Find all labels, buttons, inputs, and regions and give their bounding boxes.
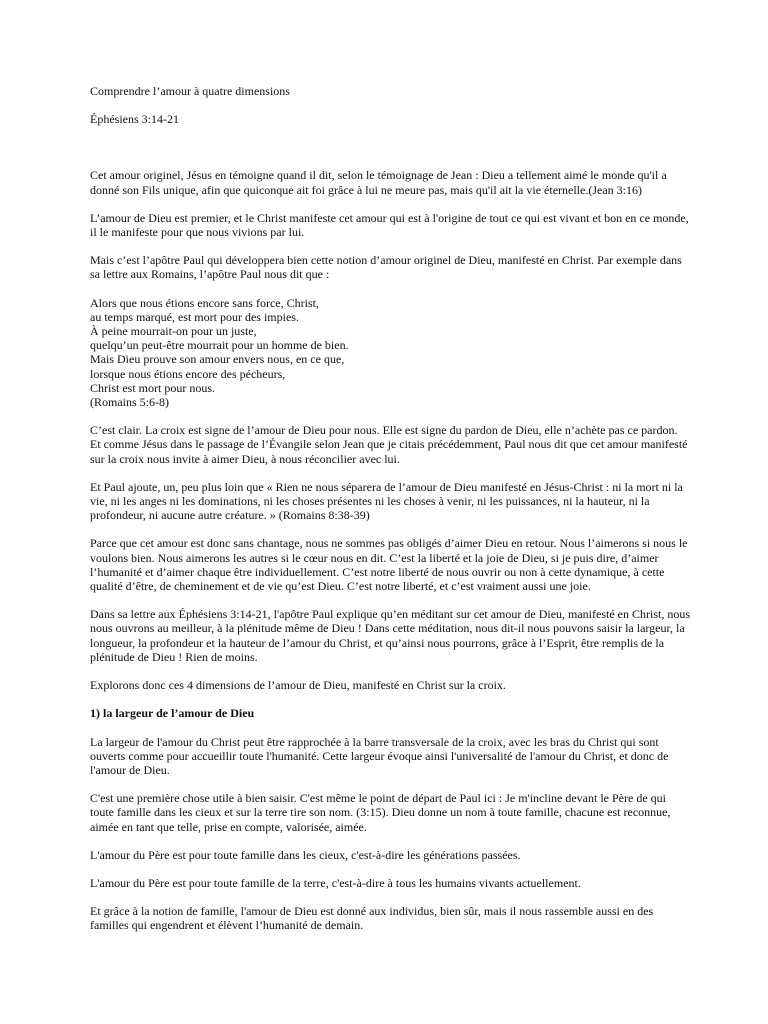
romans-quote [90,296,690,410]
document-page [90,84,690,947]
paragraph-6: Parce que cet amour est donc sans chantage, nous ne sommes pas obligés d’aimer Dieu en retour. Nous l’aimerons si nous le voulons bien. Nous aimerons les autres si le cœur nous en dit. C’est la liberté et la joie de Dieu, si je puis dire, d’aimer l’humanité et d’aimer chaque être individuellement. C’est notre liberté de nous ouvrir ou non à cette dynamique, à cette qualité d’être, de cheminement et de vie qu’est Dieu. C’est notre liberté, et c’est vraiment aussi une joie. [90,536,688,594]
quote-line-2: au temps marqué, est mort pour des impies. [90,309,299,324]
paragraph-1: Cet amour originel, Jésus en témoigne quand il dit, selon le témoignage de Jean : Dieu a tellement aimé le monde qu'il a donné son Fils unique, afin que quiconque ait foi grâce à lui ne meure pas, mais qu'il ait la vie éternelle.(Jean 3:16) [90,168,667,197]
paragraph-11: L'amour du Père est pour toute famille dans les cieux, c'est-à-dire les générations passées. [90,847,521,862]
paragraph-12: L'amour du Père est pour toute famille de la terre, c'est-à-dire à tous les humains vivants actuellement. [90,875,581,890]
quote-line-5: Mais Dieu prouve son amour envers nous, en ce que, [90,352,345,367]
bible-reference: Éphésiens 3:14-21 [90,112,179,127]
paragraph-2: L’amour de Dieu est premier, et le Christ manifeste cet amour qui est à l'origine de tout ce qui est vivant et bon en ce monde, il le manifeste pour que nous vivions par lui. [90,210,689,240]
section-heading-largeur: 1) la largeur de l’amour de Dieu [90,706,255,721]
paragraph-8: Explorons donc ces 4 dimensions de l’amour de Dieu, manifesté en Christ sur la croix. [90,678,506,693]
paragraph-3: Mais c’est l’apôtre Paul qui développera bien cette notion d’amour originel de Dieu, manifesté en Christ. Par exemple dans sa lettre aux Romains, l’apôtre Paul nous dit que : [90,253,682,282]
quote-line-7: Christ est mort pour nous. [90,380,215,395]
spacer [90,140,690,168]
quote-line-6: lorsque nous étions encore des pécheurs, [90,366,286,381]
document-title: Comprendre l’amour à quatre dimensions [90,84,290,98]
quote-reference: (Romains 5:6-8) [90,395,169,410]
paragraph-7: Dans sa lettre aux Éphésiens 3:14-21, l'apôtre Paul explique qu’en méditant sur cet amour de Dieu, manifesté en Christ, nous nous ouvrons au meilleur, à la plénitude même de Dieu ! Dans cette méditation, nous dit-il nous pouvons saisir la largeur, la longueur, la profondeur et la hauteur de l’amour du Christ, et qu’ainsi nous pourrons, grâce à l’Esprit, être remplis de la plénitude de Dieu ! Rien de moins. [90,607,691,664]
paragraph-10: C'est une première chose utile à bien saisir. C'est même le point de départ de Paul ici : Je m'incline devant le Père de qui toute famille dans les cieux et sur la terre tire son nom. (3:15). Dieu donne un nom à toute famille, chacune est reconnue, aimée en tant que telle, prise en compte, valorisée, aimée. [90,791,671,834]
paragraph-5: Et Paul ajoute, un, peu plus loin que « Rien ne nous séparera de l’amour de Dieu manifesté en Jésus-Christ : ni la mort ni la vie, ni les anges ni les dominations, ni les choses présentes ni les choses à venir, ni les puissances, ni la hauteur, ni la profondeur, ni aucune autre créature. » (Romains 8:38-39) [90,479,683,523]
quote-line-4: quelqu’un peut-être mourrait pour un homme de bien. [90,338,349,353]
quote-line-3: À peine mourrait-on pour un juste, [90,324,257,339]
paragraph-9: La largeur de l'amour du Christ peut être rapprochée à la barre transversale de la croix, avec les bras du Christ qui sont ouverts comme pour accueillir toute l'humanité. Cette largeur évoque ainsi l'universalité de l'amour du Christ, et donc de l'amour de Dieu. [90,734,669,777]
paragraph-4: C’est clair. La croix est signe de l’amour de Dieu pour nous. Elle est signe du pardon de Dieu, elle n’achète pas ce pardon. Et comme Jésus dans le passage de l’Évangile selon Jean que je citais précédemment, Paul nous dit que cet amour manifesté sur la croix nous invite à aimer Dieu, à nous réconcilier avec lui. [90,423,688,466]
quote-line-1: Alors que nous étions encore sans force, Christ, [90,295,319,310]
paragraph-13: Et grâce à la notion de famille, l'amour de Dieu est donné aux individus, bien sûr, mais il nous rassemble aussi en des familles qui engendrent et élèvent l’humanité de demain. [90,904,654,933]
